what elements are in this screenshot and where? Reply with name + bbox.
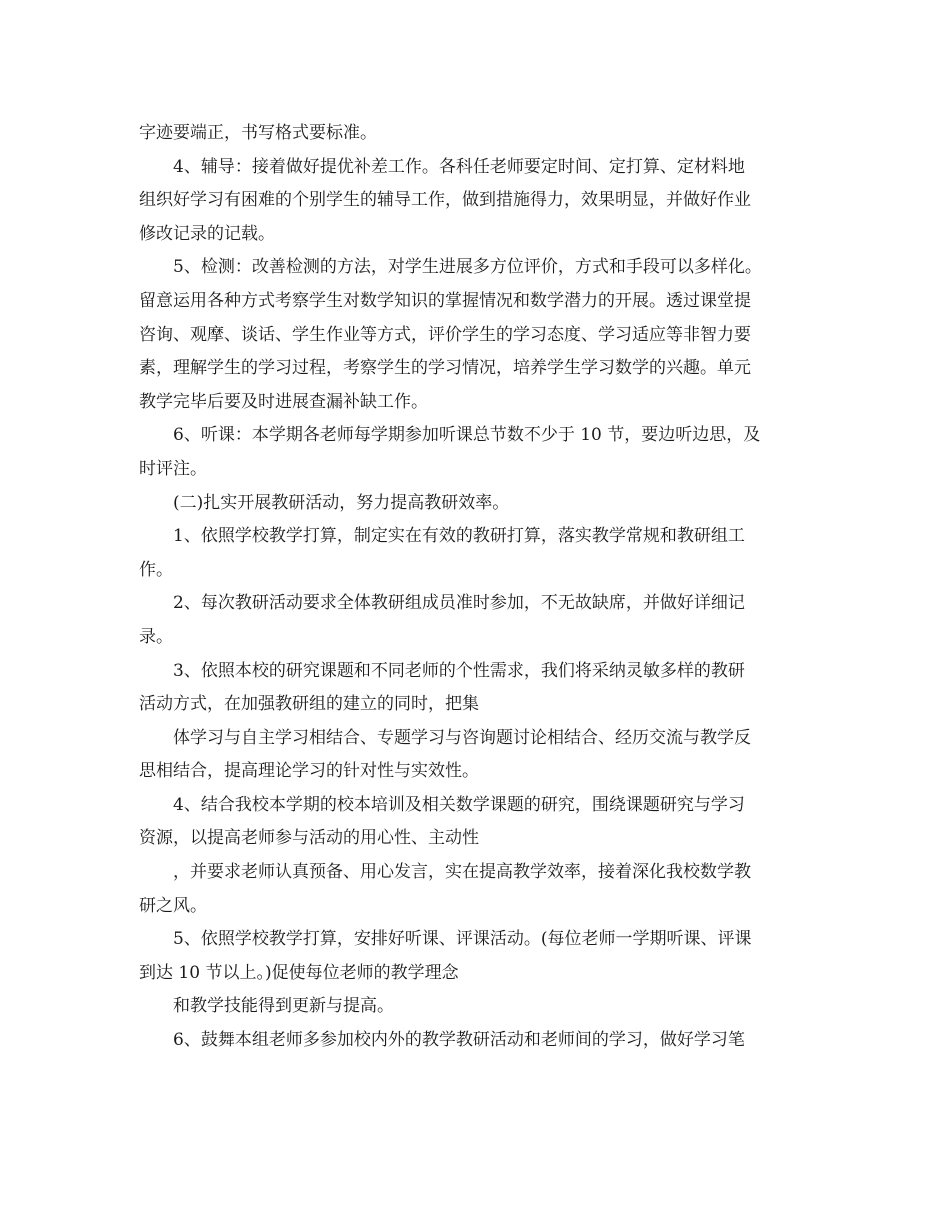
text-line: 4、结合我校本学期的校本培训及相关数学课题的研究，围绕课题研究与学习 xyxy=(173,794,745,815)
text-line: 时评注。 xyxy=(139,458,207,479)
text-line: 6、鼓舞本组老师多参加校内外的教学教研活动和老师间的学习，做好学习笔 xyxy=(173,1030,745,1051)
document-body xyxy=(139,117,829,1058)
text-line: ，并要求老师认真预备、用心发言，实在提高教学效率，接着深化我校数学教 xyxy=(173,862,751,883)
text-line: 1、依照学校教学打算，制定实在有效的教研打算，落实教学常规和教研组工 xyxy=(173,526,745,547)
section-heading: (二)扎实开展教研活动，努力提高教研效率。 xyxy=(173,492,510,513)
text-line: 资源，以提高老师参与活动的用心性、主动性 xyxy=(139,828,479,849)
text-line: 录。 xyxy=(139,626,173,647)
text-line: 思相结合，提高理论学习的针对性与实效性。 xyxy=(139,761,479,782)
text-line: 组织好学习有困难的个别学生的辅导工作，做到措施得力，效果明显，并做好作业 xyxy=(139,190,751,211)
text-line: 4、辅导：接着做好提优补差工作。各科任老师要定时间、定打算、定材料地 xyxy=(173,156,745,177)
text-line: 咨询、观摩、谈话、学生作业等方式，评价学生的学习态度、学习适应等非智力要 xyxy=(139,324,751,345)
text-line: 研之风。 xyxy=(139,895,207,916)
text-line: 字迹要端正，书写格式要标准。 xyxy=(139,123,377,143)
text-line: 和教学技能得到更新与提高。 xyxy=(173,996,394,1017)
text-line: 5、依照学校教学打算，安排好听课、评课活动。(每位老师一学期听课、评课 xyxy=(173,929,752,950)
text-line: 作。 xyxy=(139,559,173,580)
text-line: 活动方式，在加强教研组的建立的同时，把集 xyxy=(139,694,479,715)
text-line: 到达 10 节以上。)促使每位老师的教学理念 xyxy=(139,962,459,983)
text-line: 6、听课：本学期各老师每学期参加听课总节数不少于 10 节，要边听边思，及 xyxy=(173,425,761,446)
text-line: 修改记录的记载。 xyxy=(139,223,275,244)
text-line: 教学完毕后要及时进展查漏补缺工作。 xyxy=(139,391,428,412)
text-line: 2、每次教研活动要求全体教研组成员准时参加，不无故缺席，并做好详细记 xyxy=(173,593,745,614)
text-line: 5、检测：改善检测的方法，对学生进展多方位评价，方式和手段可以多样化。 xyxy=(173,257,762,278)
text-line: 留意运用各种方式考察学生对数学知识的掌握情况和数学潜力的开展。透过课堂提 xyxy=(139,290,751,311)
text-line: 3、依照本校的研究课题和不同老师的个性需求，我们将采纳灵敏多样的教研 xyxy=(173,660,745,681)
text-line: 体学习与自主学习相结合、专题学习与咨询题讨论相结合、经历交流与教学反 xyxy=(173,727,751,748)
text-line: 素，理解学生的学习过程，考察学生的学习情况，培养学生学习数学的兴趣。单元 xyxy=(139,358,751,379)
